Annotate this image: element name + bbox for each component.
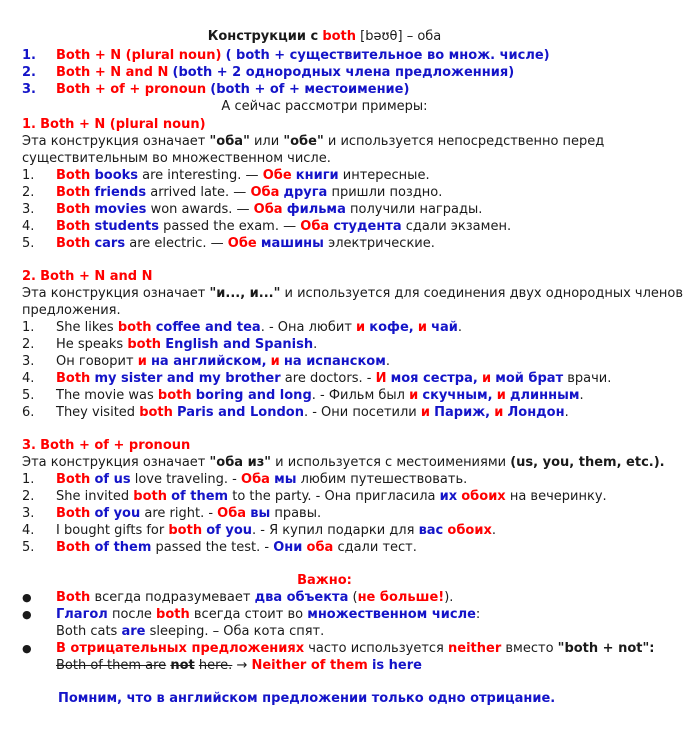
arrow-right-icon: → (236, 658, 248, 673)
important-heading: Важно: (297, 573, 352, 588)
list-item: 4. Both my sister and my brother are doctors. - И моя сестра, и мой брат врачи. (22, 371, 612, 386)
list-item: 3. Он говорит и на английском, и на испанском. (22, 354, 390, 369)
page-title (0, 28, 649, 45)
important-bullet: ● Глагол после both всегда стоит во множественном числе: (22, 607, 481, 622)
section-3-heading: 3. Both + of + pronoun (22, 438, 191, 453)
list-item: 5. Both of them passed the test. - Они оба сдали тест. (22, 540, 417, 555)
important-example: Both of them are not here. → Neither of them is here (56, 658, 422, 673)
list-item: 4. I bought gifts for both of you. - Я купил подарки для вас обоих. (22, 523, 496, 538)
section-1-desc: Эта конструкция означает "оба" или "обе" и используется непосредственно перед (22, 134, 605, 149)
title-suffix: – оба (406, 29, 442, 44)
overview-item: 1. Both + N (plural noun) ( both + существительное во множ. числе) (22, 48, 550, 63)
list-item: 2. Both friends arrived late. — Оба друга пришли поздно. (22, 185, 443, 200)
list-item: 3. Both movies won awards. — Оба фильма получили награды. (22, 202, 483, 217)
important-example: Both cats are sleeping. – Оба кота спят. (56, 624, 325, 639)
list-item: 2. He speaks both English and Spanish. (22, 337, 318, 352)
section-2-desc: Эта конструкция означает "и..., и..." и используется для соединения двух однородных членов (22, 286, 683, 301)
important-bullet: ● Both всегда подразумевает два объекта (не больше!). (22, 590, 454, 605)
list-item: 5. The movie was both boring and long. - Фильм был и скучным, и длинным. (22, 388, 584, 403)
list-item: 4. Both students passed the exam. — Оба студента сдали экзамен. (22, 219, 512, 234)
footer-note: Помним, что в английском предложении только одно отрицание. (58, 691, 556, 706)
list-item: 3. Both of you are right. - Оба вы правы. (22, 506, 322, 521)
bullet-icon: ● (22, 642, 32, 655)
section-2-desc-cont: предложения. (22, 303, 121, 318)
list-item: 1. Both of us love traveling. - Оба мы любим путешествовать. (22, 472, 468, 487)
overview-item: 2. Both + N and N (both + 2 однородных члена предложенния) (22, 65, 515, 80)
list-item: 6. They visited both Paris and London. - Они посетили и Париж, и Лондон. (22, 405, 569, 420)
bullet-icon: ● (22, 608, 32, 621)
list-item: 1. Both books are interesting. — Обе книги интересные. (22, 168, 430, 183)
overview-item: 3. Both + of + pronoun (both + of + местоимение) (22, 82, 410, 97)
section-2-heading: 2. Both + N and N (22, 269, 153, 284)
important-bullet: ● В отрицательных предложениях часто используется neither вместо "both + not": (22, 641, 655, 656)
intro-text: А сейчас рассмотри примеры: (221, 99, 428, 114)
section-1-desc-cont: существительным во множественном числе. (22, 151, 331, 166)
list-item: 5. Both cars are electric. — Обе машины электрические. (22, 236, 435, 251)
section-3-desc: Эта конструкция означает "оба из" и используется с местоимениями (us, you, them, etc.). (22, 455, 665, 470)
title-transcription: [bəʊθ] (360, 29, 403, 44)
list-item: 2. She invited both of them to the party. - Она пригласила их обоих на вечеринку. (22, 489, 607, 504)
bullet-icon: ● (22, 591, 32, 604)
list-item: 1. She likes both coffee and tea. - Она любит и кофе, и чай. (22, 320, 463, 335)
section-1-heading: 1. Both + N (plural noun) (22, 117, 206, 132)
title-word: both (322, 29, 357, 44)
title-prefix: Конструкции с (207, 29, 319, 44)
